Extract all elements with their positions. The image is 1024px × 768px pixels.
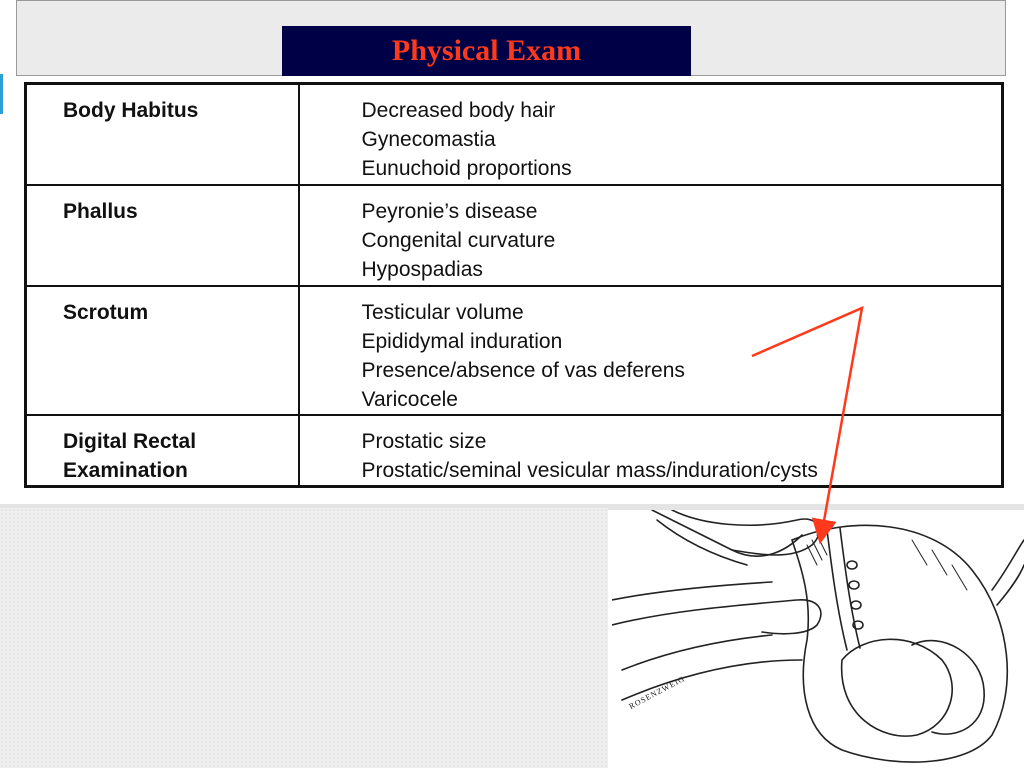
table-row: [26, 185, 1003, 286]
category-label: Digital Rectal: [63, 429, 197, 453]
exam-item: Gynecomastia: [361, 128, 496, 151]
exam-item: Testicular volume: [361, 300, 524, 324]
exam-item: Prostatic size: [361, 429, 487, 453]
exam-item: Epididymal induration: [361, 329, 563, 353]
physical-exam-table: [24, 82, 1004, 488]
illustration-drawing: [612, 510, 1024, 768]
exam-item: Prostatic/seminal vesicular mass/induration/cysts: [361, 458, 818, 482]
exam-item: Decreased body hair: [361, 99, 556, 122]
exam-item: Congenital curvature: [361, 228, 556, 252]
category-cell: [26, 84, 299, 185]
category-cell: [26, 185, 299, 286]
page-title: Physical Exam: [391, 34, 582, 67]
category-cell: [26, 286, 299, 415]
exam-item: Peyronie’s disease: [361, 199, 538, 223]
items-cell: [299, 415, 1003, 487]
illustrator-signature: ROSENZWEIG: [627, 673, 687, 712]
items-cell: [299, 84, 1003, 185]
title-box: [282, 26, 691, 76]
items-cell: [299, 286, 1003, 415]
category-label: Phallus: [63, 199, 138, 223]
exam-item: Hypospadias: [361, 257, 483, 281]
blank-panel: [0, 508, 608, 768]
scrotal-exam-illustration-icon: [612, 510, 1024, 768]
exam-item: Presence/absence of vas deferens: [361, 358, 685, 382]
category-cell: [26, 415, 299, 487]
category-label: Examination: [63, 458, 188, 482]
category-label: Scrotum: [63, 300, 149, 324]
exam-item: Eunuchoid proportions: [361, 157, 572, 180]
left-edge-accent: [0, 74, 3, 114]
category-label: Body Habitus: [63, 99, 199, 122]
table-row: [26, 415, 1003, 487]
items-cell: [299, 185, 1003, 286]
table-row: [26, 286, 1003, 415]
table-row: [26, 84, 1003, 185]
exam-item: Varicocele: [361, 387, 458, 411]
